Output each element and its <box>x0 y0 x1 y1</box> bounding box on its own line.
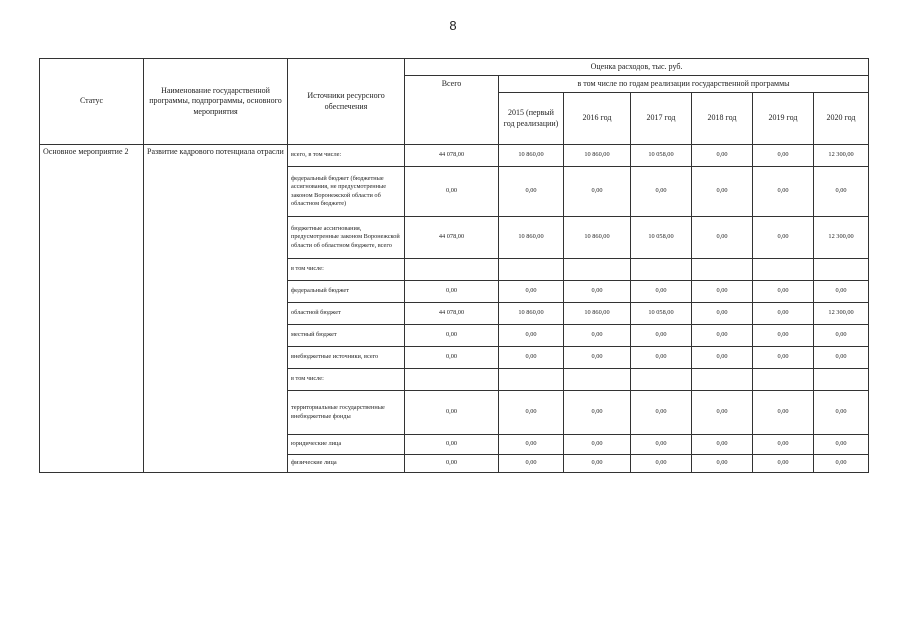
value-cell: 0,00 <box>499 347 564 369</box>
value-cell: 0,00 <box>753 167 814 217</box>
value-cell: 10 860,00 <box>499 303 564 325</box>
value-cell: 10 860,00 <box>499 145 564 167</box>
value-cell: 0,00 <box>814 455 869 473</box>
value-cell: 0,00 <box>405 435 499 455</box>
source-cell: внебюджетные источники, всего <box>288 347 405 369</box>
table-row <box>40 145 869 167</box>
value-cell: 0,00 <box>753 435 814 455</box>
value-cell <box>405 259 499 281</box>
source-cell: юридические лица <box>288 435 405 455</box>
value-cell: 0,00 <box>499 435 564 455</box>
value-cell: 0,00 <box>753 325 814 347</box>
value-cell: 0,00 <box>753 145 814 167</box>
value-cell <box>753 259 814 281</box>
source-cell: федеральный бюджет (бюджетные ассигнования, не предусмотренные законом Воронежской области об областном бюджете) <box>288 167 405 217</box>
value-cell: 10 860,00 <box>499 217 564 259</box>
value-cell: 10 058,00 <box>631 145 692 167</box>
value-cell: 10 860,00 <box>564 303 631 325</box>
value-cell: 0,00 <box>499 281 564 303</box>
value-cell: 0,00 <box>692 455 753 473</box>
program-name-cell: Развитие кадрового потенциала отрасли <box>144 145 288 473</box>
value-cell: 0,00 <box>692 347 753 369</box>
value-cell: 0,00 <box>753 217 814 259</box>
value-cell <box>405 369 499 391</box>
value-cell: 10 058,00 <box>631 217 692 259</box>
source-cell: в том числе: <box>288 369 405 391</box>
value-cell: 0,00 <box>753 281 814 303</box>
header-year-2020: 2020 год <box>814 93 869 145</box>
value-cell: 0,00 <box>499 455 564 473</box>
value-cell: 0,00 <box>564 281 631 303</box>
value-cell: 0,00 <box>405 391 499 435</box>
value-cell: 0,00 <box>631 455 692 473</box>
value-cell: 0,00 <box>814 435 869 455</box>
value-cell: 0,00 <box>564 455 631 473</box>
value-cell: 0,00 <box>692 325 753 347</box>
header-year-2016: 2016 год <box>564 93 631 145</box>
header-status: Статус <box>40 59 144 145</box>
value-cell <box>499 259 564 281</box>
status-cell: Основное мероприятие 2 <box>40 145 144 473</box>
source-cell: местный бюджет <box>288 325 405 347</box>
header-program-name: Наименование государственной программы, подпрограммы, основного мероприятия <box>144 59 288 145</box>
header-by-years: в том числе по годам реализации государственной программы <box>499 76 869 93</box>
value-cell <box>499 369 564 391</box>
value-cell: 0,00 <box>631 391 692 435</box>
value-cell <box>814 259 869 281</box>
value-cell: 0,00 <box>753 391 814 435</box>
value-cell: 0,00 <box>814 325 869 347</box>
value-cell: 0,00 <box>753 303 814 325</box>
source-cell: в том числе: <box>288 259 405 281</box>
value-cell: 44 078,00 <box>405 145 499 167</box>
value-cell: 0,00 <box>814 281 869 303</box>
page-number: 8 <box>449 18 457 33</box>
value-cell: 0,00 <box>692 435 753 455</box>
value-cell: 0,00 <box>692 167 753 217</box>
value-cell: 10 860,00 <box>564 145 631 167</box>
value-cell: 0,00 <box>405 167 499 217</box>
source-cell: территориальные государственные внебюджетные фонды <box>288 391 405 435</box>
value-cell: 0,00 <box>499 325 564 347</box>
value-cell: 0,00 <box>499 391 564 435</box>
value-cell: 0,00 <box>499 167 564 217</box>
header-sources: Источники ресурсного обеспечения <box>288 59 405 145</box>
value-cell <box>564 369 631 391</box>
value-cell: 44 078,00 <box>405 217 499 259</box>
header-year-2018: 2018 год <box>692 93 753 145</box>
value-cell: 0,00 <box>753 347 814 369</box>
value-cell: 0,00 <box>564 167 631 217</box>
header-year-2019: 2019 год <box>753 93 814 145</box>
source-cell: областной бюджет <box>288 303 405 325</box>
source-cell: всего, в том числе: <box>288 145 405 167</box>
budget-table <box>39 58 869 473</box>
table-body <box>40 145 869 473</box>
source-cell: физические лица <box>288 455 405 473</box>
value-cell: 0,00 <box>564 435 631 455</box>
header-estimate: Оценка расходов, тыс. руб. <box>405 59 869 76</box>
value-cell <box>631 369 692 391</box>
value-cell: 0,00 <box>564 391 631 435</box>
value-cell: 12 300,00 <box>814 145 869 167</box>
value-cell: 0,00 <box>814 167 869 217</box>
value-cell: 0,00 <box>692 217 753 259</box>
value-cell: 0,00 <box>631 281 692 303</box>
value-cell: 0,00 <box>631 167 692 217</box>
value-cell: 10 860,00 <box>564 217 631 259</box>
header-total: Всего <box>405 76 499 145</box>
value-cell: 0,00 <box>564 347 631 369</box>
value-cell: 0,00 <box>692 281 753 303</box>
value-cell: 0,00 <box>814 391 869 435</box>
source-cell: федеральный бюджет <box>288 281 405 303</box>
value-cell: 0,00 <box>692 145 753 167</box>
source-cell: бюджетные ассигнования, предусмотренные законом Воронежской области об областном бюджете, всего <box>288 217 405 259</box>
value-cell: 0,00 <box>814 347 869 369</box>
value-cell: 0,00 <box>405 325 499 347</box>
value-cell <box>564 259 631 281</box>
value-cell: 12 300,00 <box>814 217 869 259</box>
value-cell <box>631 259 692 281</box>
value-cell: 44 078,00 <box>405 303 499 325</box>
value-cell: 10 058,00 <box>631 303 692 325</box>
value-cell: 0,00 <box>692 391 753 435</box>
value-cell: 0,00 <box>631 435 692 455</box>
value-cell: 0,00 <box>405 281 499 303</box>
value-cell: 0,00 <box>753 455 814 473</box>
header-year-2017: 2017 год <box>631 93 692 145</box>
value-cell <box>692 369 753 391</box>
value-cell: 0,00 <box>405 347 499 369</box>
value-cell <box>753 369 814 391</box>
value-cell: 0,00 <box>631 347 692 369</box>
value-cell <box>692 259 753 281</box>
value-cell <box>814 369 869 391</box>
header-year-2015: 2015 (первый год реализации) <box>499 93 564 145</box>
value-cell: 0,00 <box>564 325 631 347</box>
value-cell: 0,00 <box>631 325 692 347</box>
value-cell: 12 300,00 <box>814 303 869 325</box>
value-cell: 0,00 <box>405 455 499 473</box>
value-cell: 0,00 <box>692 303 753 325</box>
